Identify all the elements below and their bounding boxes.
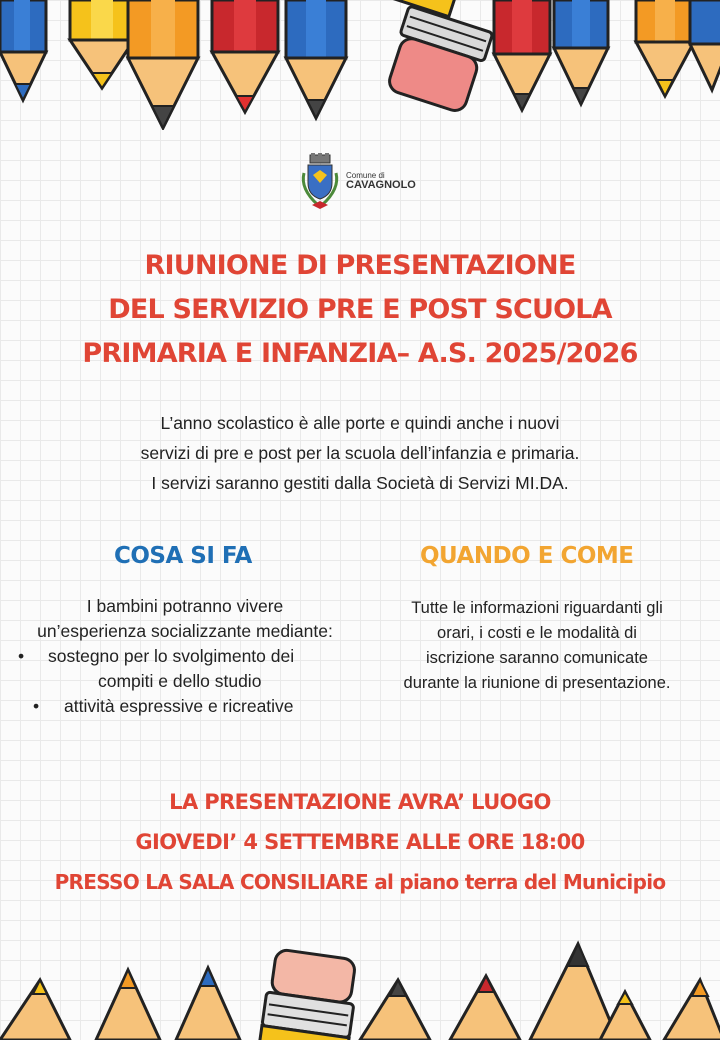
bullet-1-continuation: compiti e dello studio <box>98 671 262 691</box>
municipal-crest-icon <box>298 153 342 211</box>
quando-line-2: orari, i costi e le modalità di <box>437 624 637 642</box>
quando-e-come-heading: QUANDO E COME <box>420 543 634 569</box>
list-item <box>0 644 370 669</box>
cosa-line-1: I bambini potranno vivere <box>86 596 284 616</box>
bullet-marker: • <box>18 646 25 666</box>
quando-e-come-section <box>378 596 696 696</box>
title-line-1: RIUNIONE DI PRESENTAZIONE <box>144 250 576 281</box>
pencils-bottom-decoration <box>0 940 720 1040</box>
announcement-line-3: PRESSO LA SALA CONSILIARE al piano terra del Municipio <box>54 870 666 894</box>
logo-small-text: Comune di <box>346 171 385 181</box>
municipality-logo <box>298 148 426 216</box>
quando-line-4: durante la riunione di presentazione. <box>403 674 671 692</box>
logo-municipality-name: CAVAGNOLO <box>346 179 416 192</box>
pencils-top-decoration <box>0 0 720 130</box>
cosa-line-2: un’esperienza socializzante mediante: <box>37 621 333 641</box>
quando-line-3: iscrizione saranno comunicate <box>426 649 648 667</box>
cosa-si-fa-heading: COSA SI FA <box>114 543 252 569</box>
intro-line-1: L’anno scolastico è alle porte e quindi anche i nuovi <box>160 413 560 433</box>
title-line-2: DEL SERVIZIO PRE E POST SCUOLA <box>108 294 612 325</box>
presentation-announcement <box>0 782 720 902</box>
list-item <box>0 694 370 719</box>
announcement-line-2: GIOVEDI’ 4 SETTEMBRE ALLE ORE 18:00 <box>135 830 585 854</box>
intro-paragraph <box>0 408 720 498</box>
bullet-1-text: sostegno per lo svolgimento dei <box>48 646 295 666</box>
bullet-marker: • <box>33 696 40 716</box>
announcement-line-1: LA PRESENTAZIONE AVRA’ LUOGO <box>169 790 551 814</box>
intro-line-3: I servizi saranno gestiti dalla Società di Servizi MI.DA. <box>151 473 569 493</box>
bullet-2-text: attività espressive e ricreative <box>64 696 294 716</box>
quando-line-1: Tutte le informazioni riguardanti gli <box>411 599 663 617</box>
main-title <box>0 244 720 376</box>
title-line-3: PRIMARIA E INFANZIA– A.S. 2025/2026 <box>82 338 638 369</box>
cosa-si-fa-section <box>0 594 370 719</box>
intro-line-2: servizi di pre e post per la scuola dell’infanzia e primaria. <box>140 443 580 463</box>
